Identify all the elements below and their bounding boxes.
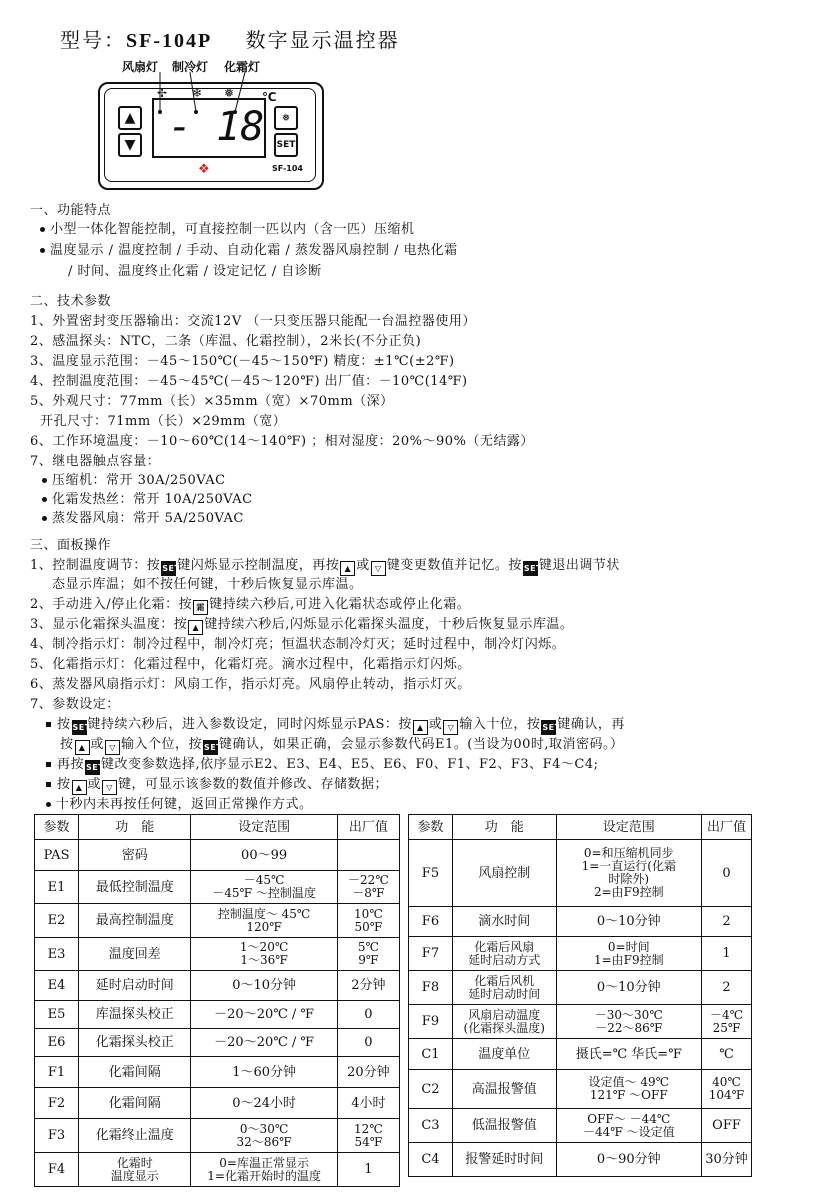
param-code: E1: [35, 871, 79, 904]
op-line-6: 6、蒸发器风扇指示灯：风扇工作，指示灯亮。风扇停止转动，指示灯灭。: [30, 677, 471, 692]
param-function: 最低控制温度: [79, 871, 191, 904]
up-button[interactable]: ▲: [118, 106, 142, 130]
param-code: C2: [409, 1070, 453, 1109]
bullet: [46, 762, 51, 767]
param-function: 低温报警值: [452, 1109, 556, 1143]
table-row: [409, 907, 752, 937]
op2-text-b: 键持续六秒后,可进入化霜状态或停止化霜。: [209, 597, 471, 612]
table-row: [409, 971, 752, 1005]
op2-text-a: 2、手动进入/停止化霜：按: [30, 597, 193, 612]
step1-text-g: 或: [90, 737, 105, 752]
param-range: 0～30℃ 32～86℉: [191, 1119, 337, 1153]
defrost-light-label: 化霜灯: [224, 60, 261, 74]
table-row: [35, 904, 400, 938]
param-code: F7: [409, 937, 453, 971]
step3-text-c: 键，可显示该参数的数值并修改、存储数据；: [118, 777, 389, 792]
step4-text: 十秒内未再按任何键，返回正常操作方式。: [56, 797, 313, 812]
relay-heater-text: 化霜发热丝：常开 10A/250VAC: [52, 492, 253, 507]
op-line-2: [30, 593, 470, 615]
title-prefix: 型号：: [60, 28, 126, 52]
param-function: 化霜后风机 延时启动时间: [452, 971, 556, 1005]
param-default: 0: [702, 840, 752, 907]
spec-line-4: 4、控制温度范围：－45～45℃(－45～120℉) 出厂值：－10℃(14℉): [30, 374, 468, 389]
set-key-icon: SET: [203, 740, 218, 755]
param-function: 化霜后风扇 延时启动方式: [452, 937, 556, 971]
param-range: 0～90分钟: [556, 1143, 701, 1177]
table-row: [409, 1039, 752, 1070]
param-range: OFF～ －44℃ －44℉ ～设定值: [556, 1109, 701, 1143]
param-default: ℃: [702, 1039, 752, 1070]
table-row: [35, 840, 400, 871]
op1-text-d: 键变更数值并记忆。按: [386, 558, 522, 573]
param-function: 风扇启动温度 (化霜探头温度): [452, 1005, 556, 1039]
step1-text-d: 输入十位，按: [459, 717, 541, 732]
param-function: 温度单位: [452, 1039, 556, 1070]
op-line-5: 5、化霜指示灯：化霜过程中，化霜灯亮。滴水过程中，化霜指示灯闪烁。: [30, 657, 471, 672]
param-range: 00～99: [191, 840, 337, 871]
table-row: [35, 871, 400, 904]
param-code: PAS: [35, 840, 79, 871]
param-table-right: [408, 814, 752, 1177]
up-key-icon: ▲: [340, 561, 355, 576]
table-row: [35, 1057, 400, 1088]
table-header-cell: 参数: [35, 815, 79, 840]
param-default: 12℃ 54℉: [337, 1119, 399, 1153]
param-range: 0～10分钟: [191, 971, 337, 1001]
up-key-icon: ▲: [413, 720, 428, 735]
param-code: F2: [35, 1088, 79, 1119]
relay-fan: [42, 507, 244, 526]
up-key-icon: ▲: [188, 620, 203, 635]
spec-line-8: 7、继电器触点容量：: [30, 454, 161, 469]
relay-compressor: [42, 469, 226, 488]
defrost-key-icon: 霜: [193, 600, 208, 615]
table-row: [409, 937, 752, 971]
table-row: [35, 1153, 400, 1187]
step2-text-a: 再按: [57, 757, 85, 772]
fan-icon: ✢: [157, 86, 168, 100]
spec-line-1: 1、外置密封变压器输出：交流12V （一只变压器只能配一台温控器使用）: [30, 314, 476, 329]
feature-text-2: 温度显示 / 温度控制 / 手动、自动化霜 / 蒸发器风扇控制 / 电热化霜: [50, 243, 458, 258]
table-header-cell: 功 能: [452, 815, 556, 840]
op1-text-e: 键退出调节状: [538, 558, 620, 573]
defrost-button[interactable]: [274, 106, 298, 130]
param-function: 高温报警值: [452, 1070, 556, 1109]
param-default: 5℃ 9℉: [337, 938, 399, 971]
param-code: F3: [35, 1119, 79, 1153]
step1-text-h: 输入个位，按: [121, 737, 203, 752]
param-range: 设定值～ 49℃ 121℉ ～OFF: [556, 1070, 701, 1109]
set-key-icon: SET: [161, 561, 176, 576]
param-range: －45℃ －45℉ ～控制温度: [191, 871, 337, 904]
display-readout: - 18: [168, 104, 265, 150]
param-code: E6: [35, 1029, 79, 1057]
param-default: 10℃ 50℉: [337, 904, 399, 938]
set-button[interactable]: SET: [274, 133, 298, 157]
param-function: 风扇控制: [452, 840, 556, 907]
down-key-icon: ▽: [105, 740, 120, 755]
param-default: 0: [337, 1029, 399, 1057]
product-name: 数字显示温控器: [245, 28, 400, 52]
brand-logo-icon: ❖: [198, 162, 210, 177]
spec-line-6: 开孔尺寸：71mm（长）×29mm（宽）: [40, 414, 287, 429]
section3-heading: 三、面板操作: [30, 538, 112, 553]
param-function: 化霜间隔: [79, 1057, 191, 1088]
up-key-icon: ▲: [75, 740, 90, 755]
param-code: F4: [35, 1153, 79, 1187]
table-row: [409, 1005, 752, 1039]
param-default: 40℃ 104℉: [702, 1070, 752, 1109]
param-code: E5: [35, 1001, 79, 1029]
param-step-1-cont: [60, 733, 624, 755]
feature-line-3: / 时间、温度终止化霜 / 设定记忆 / 自诊断: [68, 264, 322, 279]
table-header-cell: 设定范围: [556, 815, 701, 840]
param-default: －4℃ 25℉: [702, 1005, 752, 1039]
param-default: 2分钟: [337, 971, 399, 1001]
step3-text-b: 或: [87, 777, 102, 792]
param-default: OFF: [702, 1109, 752, 1143]
table-header-cell: 出厂值: [702, 815, 752, 840]
op1-text-a: 1、控制温度调节：按: [30, 558, 161, 573]
param-code: F8: [409, 971, 453, 1005]
param-code: E2: [35, 904, 79, 938]
set-key-icon: SET: [541, 720, 556, 735]
relay-heater: [42, 488, 253, 507]
step2-text-b: 键改变参数选择,依序显示E2、E3、E4、E5、E6、F0、F1、F2、F3、F4～C4;: [101, 757, 599, 772]
param-range: －20～20℃ / ℉: [191, 1029, 337, 1057]
table-header-cell: 功 能: [79, 815, 191, 840]
table-row: [35, 1119, 400, 1153]
param-code: C1: [409, 1039, 453, 1070]
table-row: [35, 1088, 400, 1119]
step1-text-i: 键确认，如果正确，会显示参数代码E1。(当设为00时,取消密码。）: [219, 737, 624, 752]
param-default: 2: [702, 907, 752, 937]
param-default: 20分钟: [337, 1057, 399, 1088]
op-line-3: [30, 613, 573, 635]
step1-text-f: 按: [60, 737, 74, 752]
bullet: [42, 478, 47, 483]
table-row: [35, 971, 400, 1001]
fan-light-label: 风扇灯: [122, 60, 159, 74]
param-range: 0=库温正常显示 1=化霜开始时的温度: [191, 1153, 337, 1187]
set-key-icon: SET: [85, 760, 100, 775]
param-function: 化霜时 温度显示: [79, 1153, 191, 1187]
table-row: [409, 1070, 752, 1109]
relay-fan-text: 蒸发器风扇：常开 5A/250VAC: [52, 511, 244, 526]
param-function: 报警延时时间: [452, 1143, 556, 1177]
table-row: [35, 938, 400, 971]
step1-text-c: 或: [428, 717, 443, 732]
param-step-1: [46, 713, 625, 735]
table-header-row: [409, 815, 752, 840]
table-row: [409, 1109, 752, 1143]
param-function: 滴水时间: [452, 907, 556, 937]
model-number: SF-104P: [126, 30, 213, 52]
down-button[interactable]: ▼: [118, 133, 142, 157]
param-default: －22℃ －8℉: [337, 871, 399, 904]
feature-text-1: 小型一体化智能控制，可直接控制一匹以内（含一匹）压缩机: [50, 222, 415, 237]
relay-compressor-text: 压缩机：常开 30A/250VAC: [52, 473, 226, 488]
param-range: 0～10分钟: [556, 907, 701, 937]
param-function: 最高控制温度: [79, 904, 191, 938]
param-function: 化霜探头校正: [79, 1029, 191, 1057]
param-default: 4小时: [337, 1088, 399, 1119]
param-code: E4: [35, 971, 79, 1001]
param-function: 延时启动时间: [79, 971, 191, 1001]
page-title: [60, 24, 400, 53]
bullet: [40, 227, 45, 232]
bullet: [46, 802, 51, 807]
table-row: [409, 840, 752, 907]
op1-text-c: 或: [356, 558, 370, 573]
spec-line-3: 3、温度显示范围：－45～150℃(－45～150℉) 精度：±1℃(±2℉): [30, 354, 455, 369]
table-row: [35, 1001, 400, 1029]
param-code: F6: [409, 907, 453, 937]
param-code: F5: [409, 840, 453, 907]
bullet: [42, 497, 47, 502]
set-key-icon: SET: [523, 561, 538, 576]
defrost-icon: ❅: [224, 86, 235, 100]
param-default: 1: [337, 1153, 399, 1187]
step1-text-a: 按: [57, 717, 71, 732]
step1-text-e: 键确认，再: [557, 717, 625, 732]
section2-heading: 二、技术参数: [30, 294, 112, 309]
table-row: [409, 1143, 752, 1177]
op-line-4: 4、制冷指示灯：制冷过程中，制冷灯亮；恒温状态制冷灯灭；延时过程中，制冷灯闪烁。: [30, 637, 566, 652]
table-header-row: [35, 815, 400, 840]
param-range: 0～10分钟: [556, 971, 701, 1005]
op-line-1-cont: 态显示库温；如不按任何键，十秒后恢复显示库温。: [52, 577, 363, 592]
param-function: 化霜终止温度: [79, 1119, 191, 1153]
table-header-cell: 出厂值: [337, 815, 399, 840]
bullet: [46, 782, 51, 787]
param-code: F9: [409, 1005, 453, 1039]
param-default: 1: [702, 937, 752, 971]
param-range: 0=时间 1=由F9控制: [556, 937, 701, 971]
param-function: 温度回差: [79, 938, 191, 971]
param-range: 0～24小时: [191, 1088, 337, 1119]
bullet: [42, 516, 47, 521]
param-range: 1～20℃ 1～36℉: [191, 938, 337, 971]
feature-line-2: [40, 239, 458, 258]
param-range: 1～60分钟: [191, 1057, 337, 1088]
table-header-cell: 设定范围: [191, 815, 337, 840]
spec-line-7: 6、工作环境温度：－10～60℃(14～140℉) ；相对湿度：20%～90%（无结露）: [30, 434, 534, 449]
param-default: 30分钟: [702, 1143, 752, 1177]
param-step-4: [46, 793, 313, 812]
param-default: 2: [702, 971, 752, 1005]
down-key-icon: ▽: [371, 561, 386, 576]
bullet: [40, 248, 45, 253]
param-range: －30～30℃ －22～86℉: [556, 1005, 701, 1039]
down-key-icon: ▽: [443, 720, 458, 735]
step1-text-b: 键持续六秒后，进入参数设定，同时闪烁显示PAS：按: [87, 717, 412, 732]
op3-text-a: 3、显示化霜探头温度：按: [30, 617, 188, 632]
bullet: [46, 722, 51, 727]
op-line-7: 7、参数设定：: [30, 697, 120, 712]
spec-line-5: 5、外观尺寸：77mm（长）×35mm（宽）×70mm（深）: [30, 394, 394, 409]
up-key-icon: ▲: [72, 780, 87, 795]
feature-line-1: [40, 218, 415, 237]
model-tag: SF-104: [272, 164, 303, 173]
param-step-2: [46, 753, 599, 775]
table-row: [35, 1029, 400, 1057]
param-step-3: [46, 773, 388, 795]
param-code: C4: [409, 1143, 453, 1177]
param-function: 库温探头校正: [79, 1001, 191, 1029]
param-code: E3: [35, 938, 79, 971]
down-key-icon: ▽: [102, 780, 117, 795]
op1-text-b: 键闪烁显示控制温度，再按: [177, 558, 340, 573]
param-range: 控制温度～ 45℃ 120℉: [191, 904, 337, 938]
op3-text-b: 键持续六秒后,闪烁显示化霜探头温度，十秒后恢复显示库温。: [204, 617, 574, 632]
param-code: F1: [35, 1057, 79, 1088]
param-range: 摄氏=℃ 华氏=℉: [556, 1039, 701, 1070]
param-range: －20～20℃ / ℉: [191, 1001, 337, 1029]
param-table-left: [34, 814, 400, 1187]
set-key-icon: SET: [72, 720, 87, 735]
param-default: 0: [337, 1001, 399, 1029]
defrost-key-icon: ❅: [281, 112, 291, 124]
param-code: C3: [409, 1109, 453, 1143]
param-function: 密码: [79, 840, 191, 871]
celsius-unit: ℃: [262, 90, 277, 104]
snowflake-icon: ❄: [192, 86, 203, 100]
step3-text-a: 按: [57, 777, 71, 792]
param-function: 化霜间隔: [79, 1088, 191, 1119]
cool-light-label: 制冷灯: [172, 60, 209, 74]
section1-heading: 一、功能特点: [30, 203, 112, 218]
table-header-cell: 参数: [409, 815, 453, 840]
spec-line-2: 2、感温探头：NTC，二条（库温、化霜控制），2米长(不分正负): [30, 334, 422, 349]
param-range: 0=和压缩机同步 1=一直运行(化霜 时除外) 2=由F9控制: [556, 840, 701, 907]
param-default: [337, 840, 399, 871]
